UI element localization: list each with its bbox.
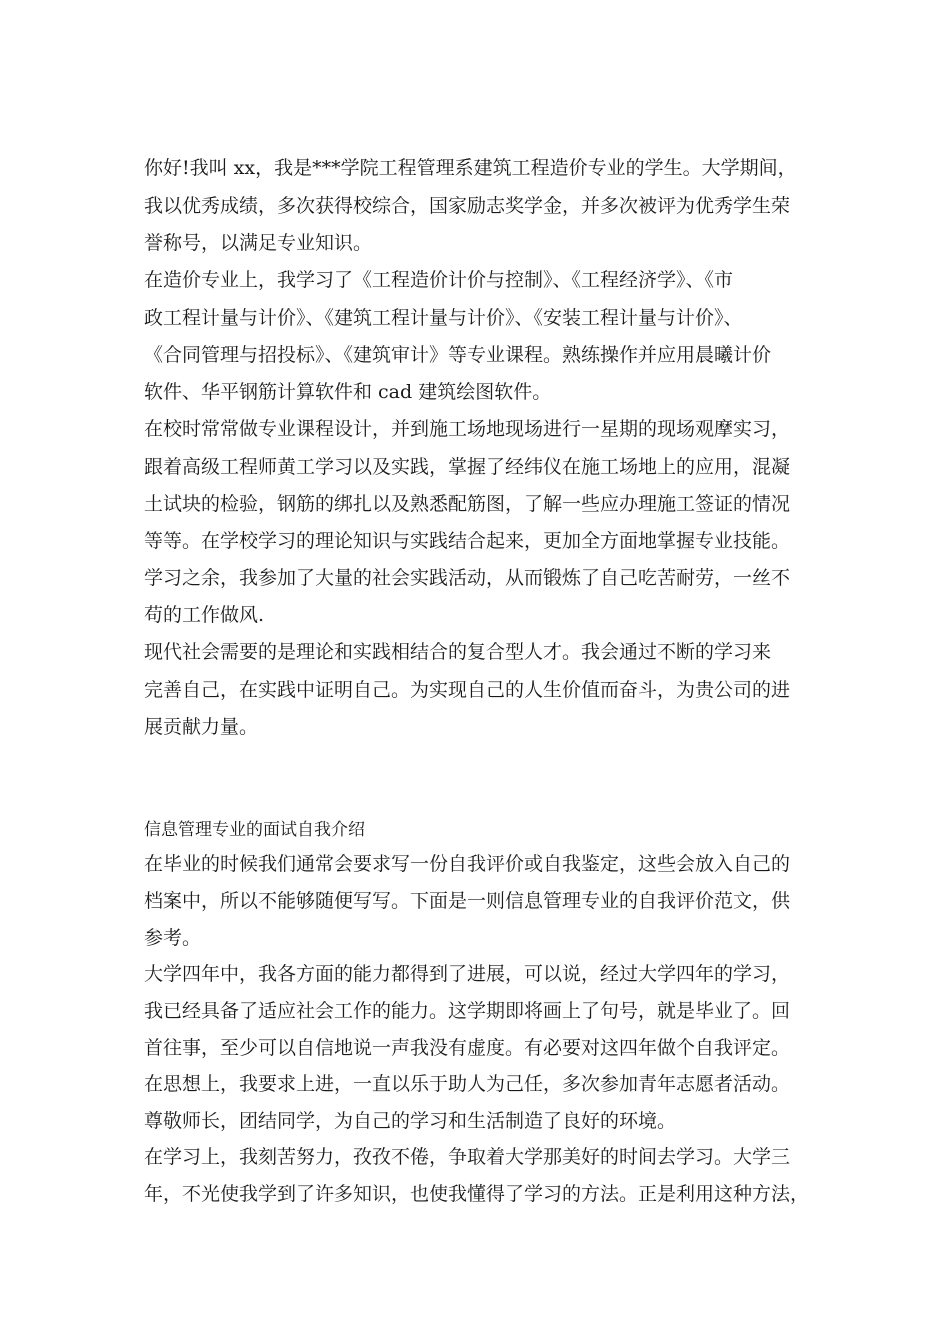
- text-line: 参考。: [144, 927, 202, 949]
- text-line: 等等。在学校学习的理论知识与实践结合起来，更加全方面地掌握专业技能。: [144, 530, 791, 552]
- text-line: 尊敬师长，团结同学，为自己的学习和生活制造了良好的环境。: [144, 1110, 677, 1132]
- text-line: 你好!我叫 xx，我是***学院工程管理系建筑工程造价专业的学生。大学期间，: [144, 157, 797, 179]
- text-line: 《合同管理与招投标》、《建筑审计》等专业课程。熟练操作并应用晨曦计价: [144, 344, 772, 366]
- section-title: 信息管理专业的面试自我介绍: [144, 820, 365, 840]
- text-line: 展贡献力量。: [144, 716, 259, 738]
- text-line: 在毕业的时候我们通常会要求写一份自我评价或自我鉴定，这些会放入自己的: [144, 853, 791, 875]
- text-line: 政工程计量与计价》、《建筑工程计量与计价》、《安装工程计量与计价》、: [144, 307, 743, 329]
- text-line: 在校时常常做专业课程设计，并到施工场地现场进行一星期的现场观摩实习，: [144, 418, 791, 440]
- text-line: 年，不光使我学到了许多知识，也使我懂得了学习的方法。正是利用这种方法，: [144, 1183, 810, 1205]
- text-line: 软件、华平钢筋计算软件和 cad 建筑绘图软件。: [144, 381, 552, 403]
- text-line: 苟的工作做风.: [144, 604, 265, 626]
- text-line: 在思想上，我要求上进，一直以乐于助人为己任，多次参加青年志愿者活动。: [144, 1073, 791, 1095]
- text-line: 大学四年中，我各方面的能力都得到了进展，可以说，经过大学四年的学习，: [144, 963, 791, 985]
- text-line: 土试块的检验，钢筋的绑扎以及熟悉配筋图，了解一些应办理施工签证的情况: [144, 493, 791, 515]
- text-line: 跟着高级工程师黄工学习以及实践，掌握了经纬仪在施工场地上的应用，混凝: [144, 456, 791, 478]
- text-line: 在造价专业上，我学习了《工程造价计价与控制》、《工程经济学》、《市: [144, 269, 734, 291]
- text-line: 完善自己，在实践中证明自己。为实现自己的人生价值而奋斗，为贵公司的进: [144, 679, 791, 701]
- text-line: 在学习上，我刻苦努力，孜孜不倦，争取着大学那美好的时间去学习。大学三: [144, 1146, 791, 1168]
- text-line: 首往事，至少可以自信地说一声我没有虚度。有必要对这四年做个自我评定。: [144, 1037, 791, 1059]
- text-line: 档案中，所以不能够随便写写。下面是一则信息管理专业的自我评价范文，供: [144, 890, 791, 912]
- text-line: 誉称号，以满足专业知识。: [144, 232, 373, 254]
- text-line: 我已经具备了适应社会工作的能力。这学期即将画上了句号，就是毕业了。回: [144, 1000, 791, 1022]
- text-line: 现代社会需要的是理论和实践相结合的复合型人才。我会通过不断的学习来: [144, 641, 772, 663]
- text-line: 学习之余，我参加了大量的社会实践活动，从而锻炼了自己吃苦耐劳，一丝不: [144, 567, 791, 589]
- text-line: 我以优秀成绩，多次获得校综合，国家励志奖学金，并多次被评为优秀学生荣: [144, 195, 791, 217]
